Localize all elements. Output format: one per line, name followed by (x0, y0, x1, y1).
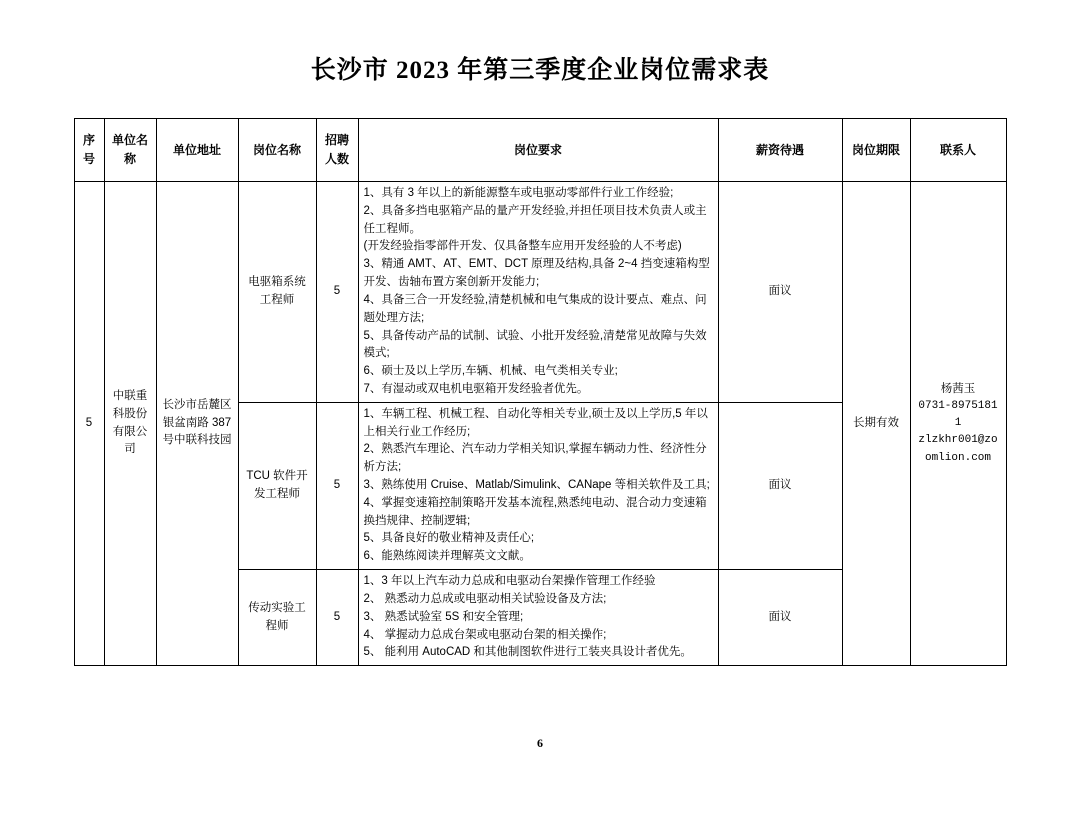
cell-company: 中联重科股份有限公司 (104, 182, 156, 666)
header-requirements: 岗位要求 (358, 119, 718, 182)
requirement-line: 3、精通 AMT、AT、EMT、DCT 原理及结构,具备 2~4 挡变速箱构型开发、齿轴布置方案创新开发能力; (363, 258, 710, 289)
cell-term: 长期有效 (842, 182, 910, 666)
table-row (74, 182, 1006, 403)
requirement-line: 5、具备良好的敬业精神及责任心; (363, 532, 535, 545)
cell-requirements (358, 182, 718, 403)
requirement-line: 1、具有 3 年以上的新能源整车或电驱动零部件行业工作经验; (363, 187, 674, 199)
requirement-line: 6、能熟练阅读并理解英文文献。 (363, 550, 531, 563)
requirement-line: 5、 能利用 AutoCAD 和其他制图软件进行工装夹具设计者优先。 (363, 646, 692, 659)
requirement-line: 2、具备多挡电驱箱产品的量产开发经验,并担任项目技术负责人或主任工程师。 (363, 204, 707, 235)
cell-requirements (358, 570, 718, 666)
contact-name: 杨茜玉 (940, 382, 976, 395)
page-title: 长沙市 2023 年第三季度企业岗位需求表 (310, 57, 770, 84)
requirement-line: 4、掌握变速箱控制策略开发基本流程,熟悉纯电动、混合动力变速箱换挡规律、控制逻辑; (363, 496, 707, 527)
cell-seq: 5 (74, 182, 104, 666)
contact-phone: 0731-89751811 (918, 400, 998, 430)
job-requirements-table (74, 118, 1007, 666)
header-address: 单位地址 (156, 119, 238, 182)
header-company: 单位名称 (104, 119, 156, 182)
cell-position: 电驱箱系统工程师 (238, 182, 316, 403)
requirement-line: 3、熟练使用 Cruise、Matlab/Simulink、CANape 等相关软件及工具; (363, 479, 710, 491)
cell-count: 5 (316, 402, 358, 569)
cell-count: 5 (316, 182, 358, 403)
requirement-line: 3、 熟悉试验室 5S 和安全管理; (363, 610, 524, 623)
header-position: 岗位名称 (238, 119, 316, 182)
requirement-line: (开发经验指零部件开发、仅具备整车应用开发经验的人不考虑) (363, 240, 682, 253)
cell-position: TCU 软件开发工程师 (238, 402, 316, 569)
requirement-line: 4、具备三合一开发经验,清楚机械和电气集成的设计要点、难点、问题处理方法; (363, 293, 707, 324)
header-term: 岗位期限 (842, 119, 910, 182)
cell-position: 传动实验工程师 (238, 570, 316, 666)
cell-requirements (358, 402, 718, 569)
cell-salary: 面议 (718, 570, 842, 666)
table-header-row (74, 119, 1006, 182)
page-number: 6 (537, 736, 543, 750)
cell-address: 长沙市岳麓区银盆南路 387 号中联科技园 (156, 182, 238, 666)
cell-contact (910, 182, 1006, 666)
requirement-line: 7、有湿动或双电机电驱箱开发经验者优先。 (363, 382, 589, 395)
header-salary: 薪资待遇 (718, 119, 842, 182)
requirement-line: 2、熟悉汽车理论、汽车动力学相关知识,掌握车辆动力性、经济性分析方法; (363, 443, 707, 474)
requirement-line: 6、硕士及以上学历,车辆、机械、电气类相关专业; (363, 365, 618, 378)
cell-count: 5 (316, 570, 358, 666)
header-seq: 序号 (74, 119, 104, 182)
requirement-line: 4、 掌握动力总成台架或电驱动台架的相关操作; (363, 628, 607, 641)
cell-salary: 面议 (718, 402, 842, 569)
contact-email: zlzkhr001@zoomlion.com (918, 434, 998, 464)
header-contact: 联系人 (910, 119, 1006, 182)
document-page (0, 50, 1080, 813)
requirement-line: 2、 熟悉动力总成或电驱动相关试验设备及方法; (363, 592, 607, 605)
requirement-line: 1、3 年以上汽车动力总成和电驱动台架操作管理工作经验 (363, 575, 656, 588)
header-count: 招聘人数 (316, 119, 358, 182)
requirement-line: 5、具备传动产品的试制、试验、小批开发经验,清楚常见故障与失效模式; (363, 329, 707, 360)
cell-salary: 面议 (718, 182, 842, 403)
requirement-line: 1、车辆工程、机械工程、自动化等相关专业,硕士及以上学历,5 年以上相关行业工作经历; (363, 407, 708, 438)
